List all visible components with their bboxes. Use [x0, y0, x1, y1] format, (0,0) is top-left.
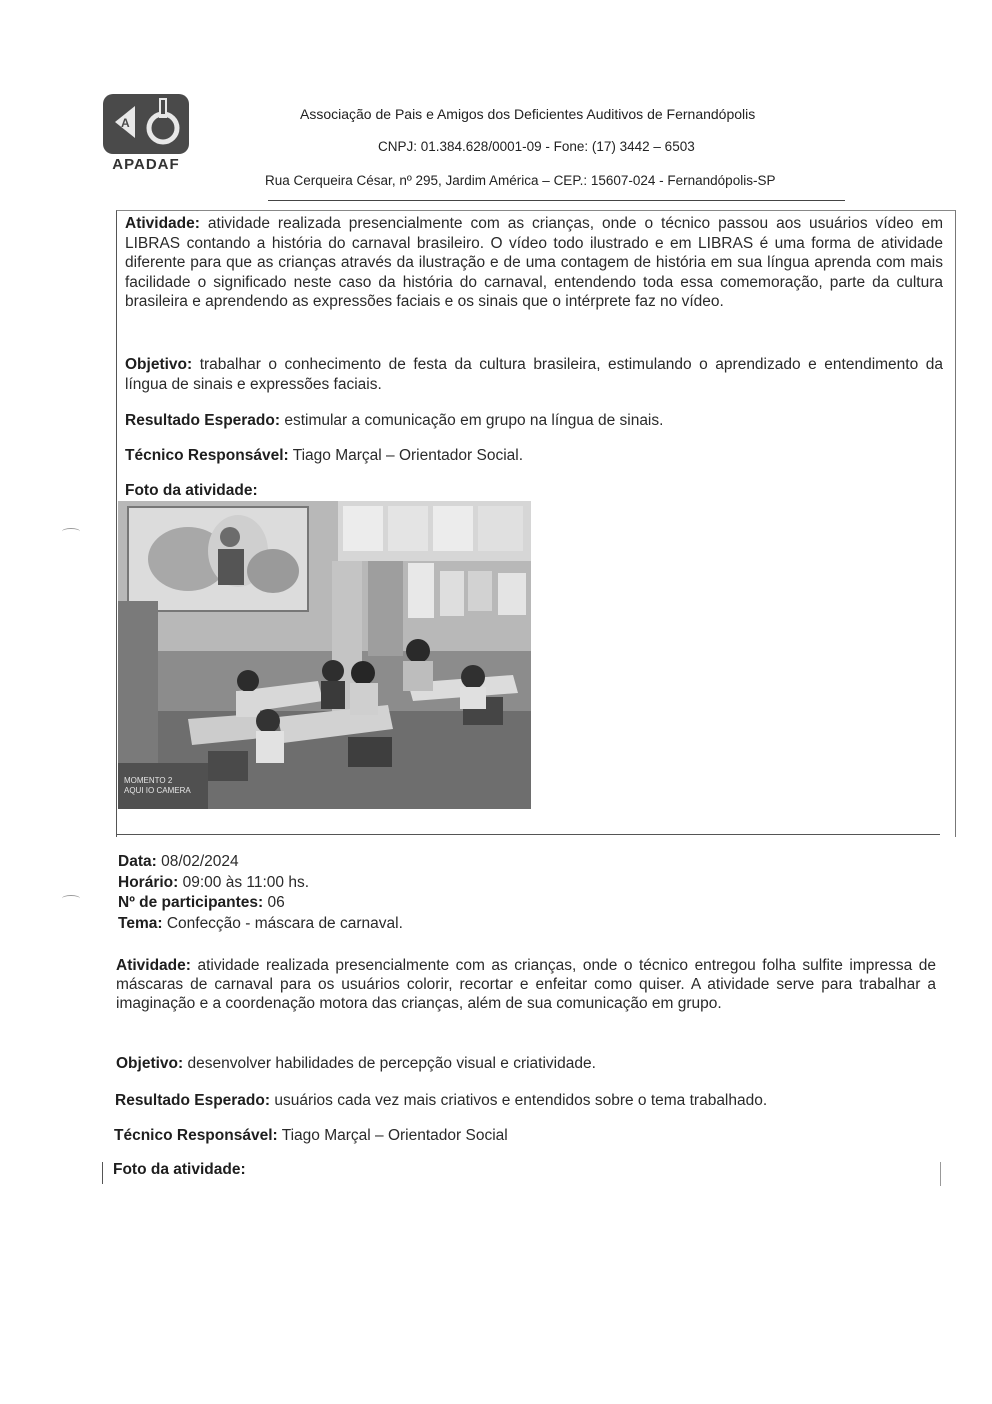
s2-foto-label-text: Foto da atividade:: [113, 1161, 246, 1178]
s2-foto-label: [113, 1160, 246, 1180]
frame-right-edge: [940, 1162, 941, 1186]
activity-photo: [118, 501, 531, 809]
s2-horario: [118, 873, 403, 894]
s2-tema-label: Tema:: [118, 914, 163, 932]
s2-atividade-label: Atividade:: [116, 957, 191, 974]
s2-objetivo-text: desenvolver habilidades de percepção visual e criatividade.: [183, 1055, 596, 1072]
s1-atividade-text: atividade realizada presencialmente com as crianças, onde o técnico passou aos usuários vídeo em LIBRAS contando a história do carnaval brasileiro. O vídeo todo ilustrado e em LIBRAS é uma forma de atividade diferente para que as crianças através da ilustração e de uma contagem de história em sua língua aprenda com mais facilidade o significado neste caso da história do carnaval, entendendo toda essa comemoração, parte da cultura brasileira e aprendendo as expressões faciais e os sinais que o intérprete faz no vídeo.: [125, 215, 943, 310]
scan-mark: [62, 895, 80, 902]
s1-objetivo-label: Objetivo:: [125, 356, 193, 373]
s1-resultado-label: Resultado Esperado:: [125, 412, 281, 429]
header-divider: [268, 200, 845, 201]
s2-data-value: 08/02/2024: [156, 853, 239, 870]
s2-tecnico-text: Tiago Marçal – Orientador Social: [277, 1127, 508, 1144]
s2-objetivo-label: Objetivo:: [116, 1055, 184, 1072]
classroom-photo-image: [118, 501, 531, 809]
s2-atividade: [116, 956, 936, 1013]
s1-objetivo: [125, 355, 943, 394]
s2-horario-label: Horário:: [118, 873, 179, 891]
logo-text: APADAF: [112, 156, 180, 173]
s2-tecnico: [114, 1126, 934, 1146]
s1-resultado: [125, 411, 943, 431]
s2-participantes-value: 06: [263, 894, 285, 911]
address: Rua Cerqueira César, nº 295, Jardim América – CEP.: 15607-024 - Fernandópolis-SP: [265, 173, 776, 188]
svg-text:A: A: [121, 116, 130, 130]
s1-tecnico-text: Tiago Marçal – Orientador Social.: [288, 447, 524, 464]
s2-resultado: [115, 1091, 935, 1111]
s1-foto-label: [125, 481, 258, 501]
s1-atividade-label: Atividade:: [125, 215, 200, 232]
s1-tecnico-label: Técnico Responsável:: [125, 447, 289, 464]
s2-objetivo: [116, 1054, 936, 1074]
s2-horario-value: 09:00 às 11:00 hs.: [178, 873, 309, 891]
org-name: Associação de Pais e Amigos dos Deficientes Auditivos de Fernandópolis: [300, 106, 756, 122]
s2-resultado-text: usuários cada vez mais criativos e entendidos sobre o tema trabalhado.: [270, 1092, 768, 1109]
s1-objetivo-text: trabalhar o conhecimento de festa da cultura brasileira, estimulando o aprendizado e entendimento da língua de sinais e expressões faciais.: [125, 356, 943, 393]
s1-atividade: [125, 214, 943, 312]
cnpj-phone: CNPJ: 01.384.628/0001-09 - Fone: (17) 3442 – 6503: [378, 139, 695, 154]
s2-data-label: Data:: [118, 853, 157, 870]
s2-participantes-label: Nº de participantes:: [118, 894, 264, 911]
s1-tecnico: [125, 446, 943, 466]
letterhead: [0, 0, 992, 200]
s2-tema-value: Confecção - máscara de carnaval.: [162, 914, 403, 932]
s2-tecnico-label: Técnico Responsável:: [114, 1127, 278, 1144]
scan-mark: [62, 528, 80, 535]
logo-emblem-icon: [101, 92, 191, 156]
s2-atividade-text: atividade realizada presencialmente com as crianças, onde o técnico entregou folha sulfite impressa de máscaras de carnaval para os usuários colorir, recortar e enfeitar como quiser. A atividade serve para trabalhar a imaginação e a coordenação motora das crianças, além de sua comunicação em grupo.: [116, 957, 936, 1012]
s1-foto-label-text: Foto da atividade:: [125, 482, 258, 499]
photo-watermark-2: AQUI IO CAMERA: [124, 786, 191, 795]
s2-tema: [118, 914, 403, 935]
s2-participantes: [118, 893, 403, 914]
s2-info-block: [118, 852, 403, 934]
section-divider: [116, 834, 940, 835]
s1-resultado-text: estimular a comunicação em grupo na língua de sinais.: [280, 412, 664, 429]
s2-resultado-label: Resultado Esperado:: [115, 1092, 271, 1109]
photo-watermark-1: MOMENTO 2: [124, 776, 173, 785]
s2-data: [118, 852, 403, 873]
apadaf-logo: [101, 92, 191, 174]
frame-left-edge: [102, 1162, 103, 1184]
